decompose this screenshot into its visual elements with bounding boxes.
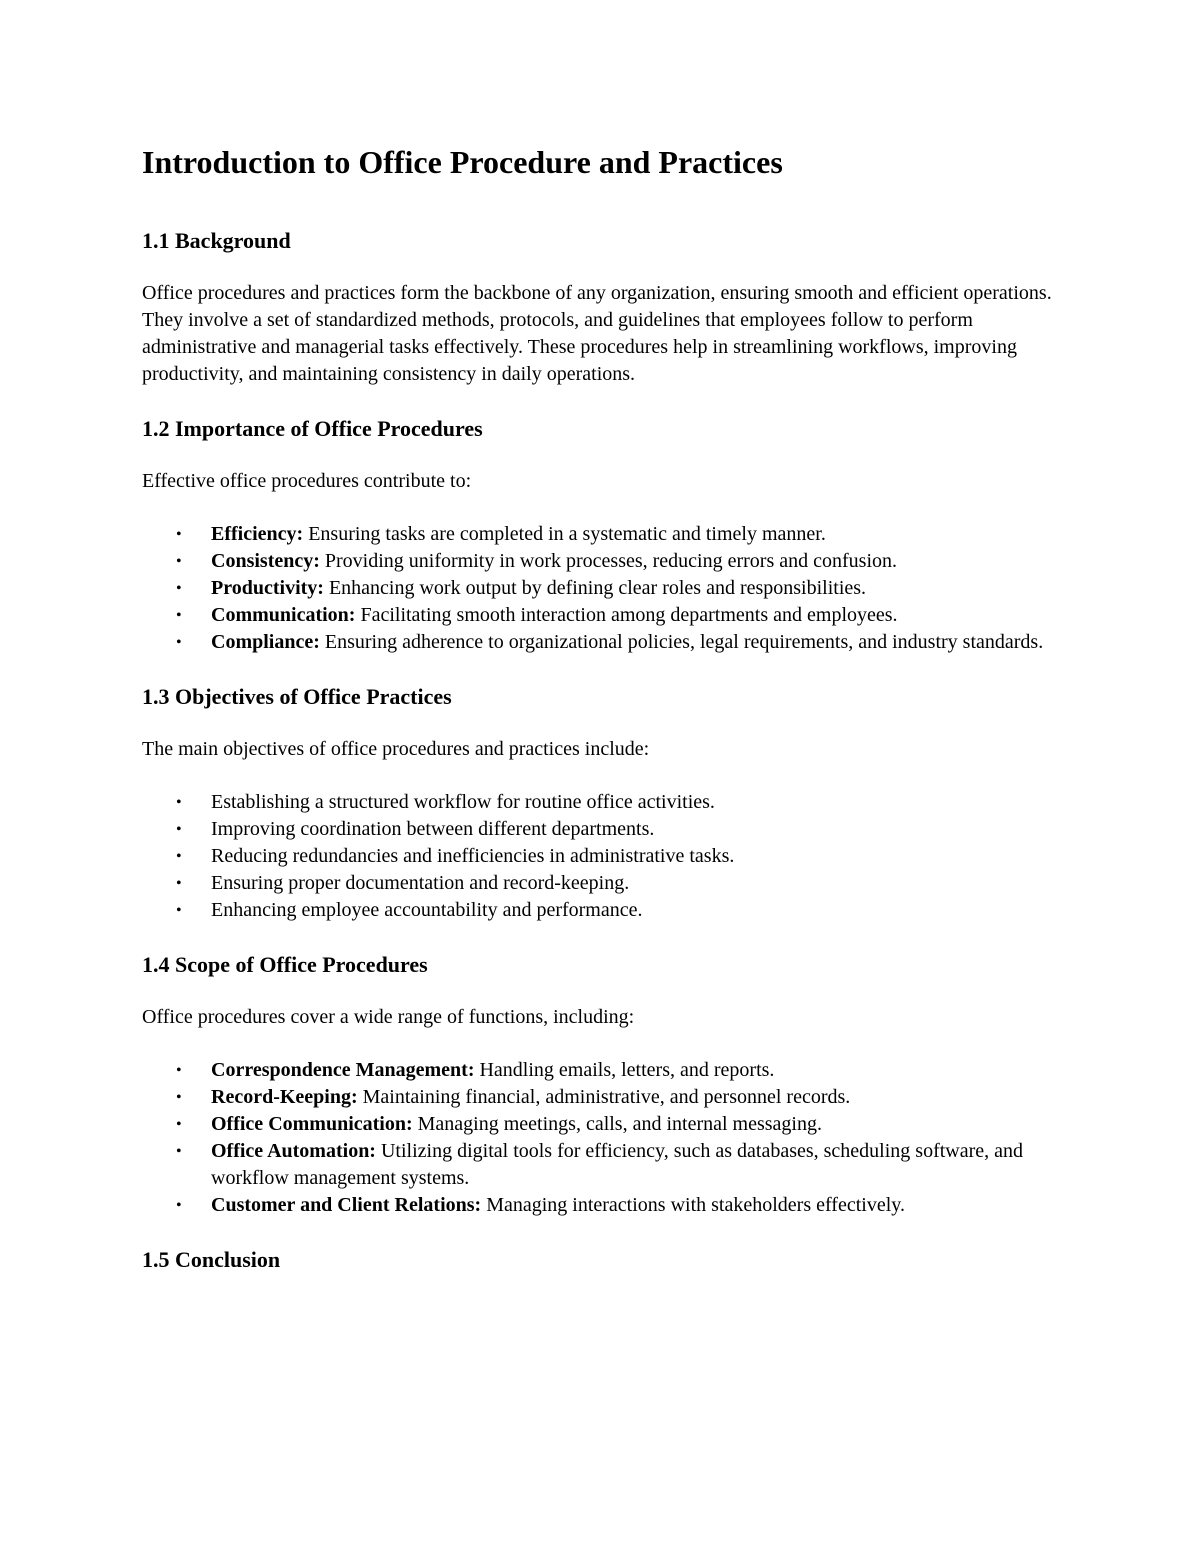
item-text: Maintaining financial, administrative, and personnel records. — [357, 1086, 851, 1108]
bullet-icon: • — [176, 1116, 182, 1133]
item-term: Customer and Client Relations: — [211, 1194, 482, 1216]
list-item — [142, 1192, 1052, 1219]
objectives-intro: The main objectives of office procedures and practices include: — [142, 738, 650, 760]
item-text: Handling emails, letters, and reports. — [474, 1059, 775, 1081]
list-item — [142, 897, 1052, 924]
item-text: Utilizing digital tools for efficiency, such as databases, scheduling software, and workflow management systems. — [211, 1140, 1024, 1189]
importance-list — [142, 521, 1052, 656]
item-term: Correspondence Management: — [211, 1059, 475, 1081]
bullet-icon: • — [176, 1197, 182, 1214]
bullet-icon: • — [176, 580, 182, 597]
list-item — [142, 1084, 1052, 1111]
item-text: Reducing redundancies and inefficiencies in administrative tasks. — [211, 845, 735, 867]
item-text: Managing meetings, calls, and internal messaging. — [412, 1113, 822, 1135]
list-item — [142, 521, 1052, 548]
list-item — [142, 1057, 1052, 1084]
background-paragraph: Office procedures and practices form the backbone of any organization, ensuring smooth and efficient operations. They involve a set of standardized methods, protocols, and guidelines that employees follow to perform administrative and managerial tasks effectively. These procedures help in streamlining workflows, improving productivity, and maintaining consistency in daily operations. — [142, 282, 1052, 385]
bullet-icon: • — [176, 1143, 182, 1160]
document-title: Introduction to Office Procedure and Practices — [142, 144, 783, 180]
item-term: Office Communication: — [211, 1113, 413, 1135]
bullet-icon: • — [176, 875, 182, 892]
list-item — [142, 575, 1052, 602]
bullet-icon: • — [176, 848, 182, 865]
item-term: Consistency: — [211, 550, 320, 572]
item-term: Efficiency: — [211, 523, 304, 545]
bullet-icon: • — [176, 607, 182, 624]
item-term: Productivity: — [211, 577, 324, 599]
item-text: Enhancing employee accountability and performance. — [211, 899, 643, 921]
item-text: Ensuring proper documentation and record-keeping. — [211, 872, 630, 894]
section-heading-scope: 1.4 Scope of Office Procedures — [142, 952, 428, 977]
item-term: Compliance: — [211, 631, 320, 653]
list-item — [142, 870, 1052, 897]
item-term: Communication: — [211, 604, 356, 626]
list-item — [142, 1138, 1052, 1192]
bullet-icon: • — [176, 1062, 182, 1079]
scope-list — [142, 1057, 1052, 1219]
section-heading-objectives: 1.3 Objectives of Office Practices — [142, 684, 452, 709]
list-item — [142, 548, 1052, 575]
document-content — [142, 140, 1052, 1299]
item-text: Providing uniformity in work processes, reducing errors and confusion. — [319, 550, 897, 572]
bullet-icon: • — [176, 821, 182, 838]
bullet-icon: • — [176, 794, 182, 811]
list-item — [142, 1111, 1052, 1138]
item-text: Improving coordination between different departments. — [211, 818, 655, 840]
item-term: Office Automation: — [211, 1140, 376, 1162]
section-heading-importance: 1.2 Importance of Office Procedures — [142, 416, 483, 441]
importance-intro: Effective office procedures contribute to: — [142, 470, 472, 492]
objectives-list — [142, 789, 1052, 924]
list-item — [142, 789, 1052, 816]
item-term: Record-Keeping: — [211, 1086, 358, 1108]
list-item — [142, 816, 1052, 843]
bullet-icon: • — [176, 634, 182, 651]
scope-intro: Office procedures cover a wide range of functions, including: — [142, 1006, 635, 1028]
list-item — [142, 629, 1052, 656]
bullet-icon: • — [176, 553, 182, 570]
list-item — [142, 843, 1052, 870]
section-heading-background: 1.1 Background — [142, 228, 291, 253]
item-text: Ensuring adherence to organizational policies, legal requirements, and industry standards. — [319, 631, 1044, 653]
list-item — [142, 602, 1052, 629]
item-text: Enhancing work output by defining clear roles and responsibilities. — [323, 577, 867, 599]
item-text: Managing interactions with stakeholders effectively. — [481, 1194, 905, 1216]
section-heading-conclusion: 1.5 Conclusion — [142, 1247, 281, 1272]
item-text: Establishing a structured workflow for routine office activities. — [211, 791, 715, 813]
item-text: Ensuring tasks are completed in a systematic and timely manner. — [303, 523, 826, 545]
item-text: Facilitating smooth interaction among departments and employees. — [355, 604, 898, 626]
bullet-icon: • — [176, 526, 182, 543]
bullet-icon: • — [176, 1089, 182, 1106]
bullet-icon: • — [176, 902, 182, 919]
